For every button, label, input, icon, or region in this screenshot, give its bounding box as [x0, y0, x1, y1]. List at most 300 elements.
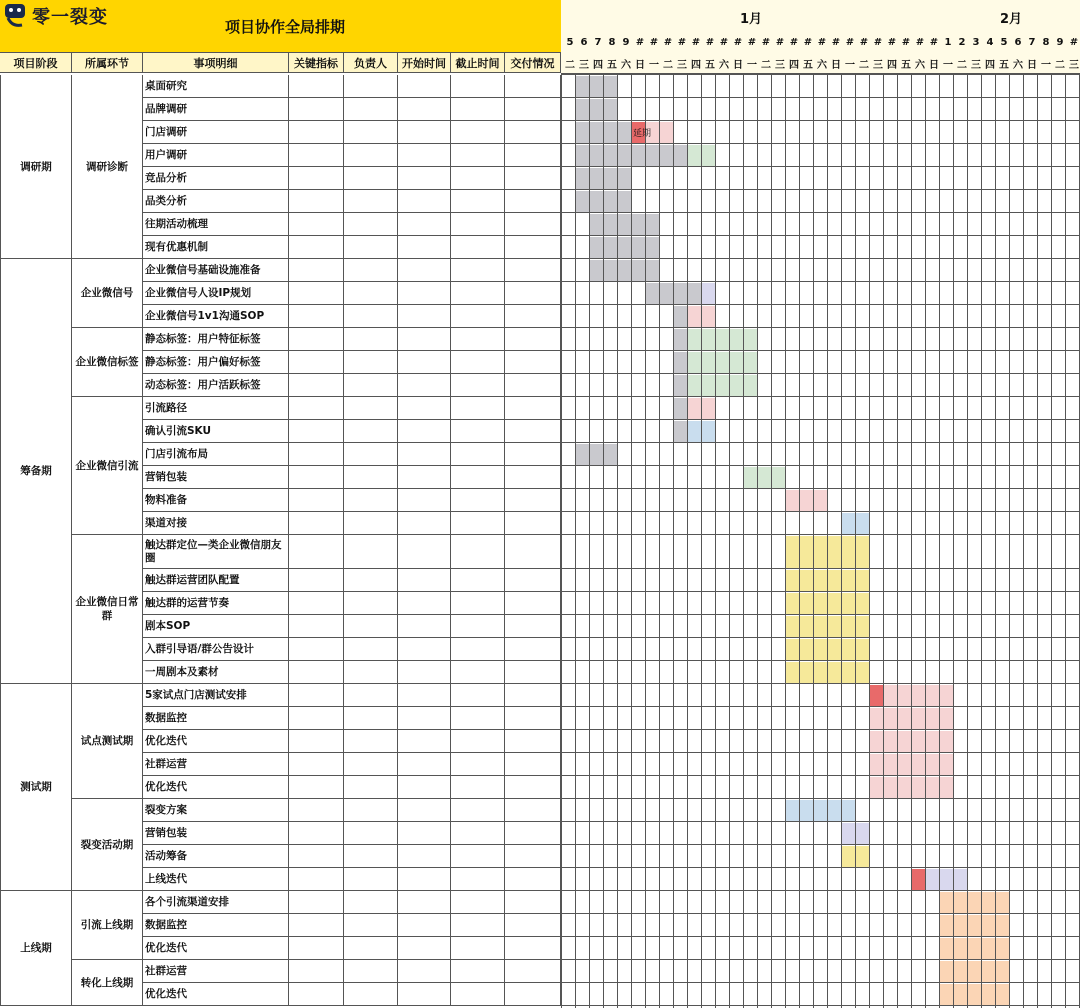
grid-line — [561, 821, 1080, 822]
empty-cell[interactable] — [451, 282, 505, 305]
empty-cell[interactable] — [344, 661, 398, 684]
empty-cell[interactable] — [344, 213, 398, 236]
task-name: 优化迭代 — [143, 983, 289, 1006]
empty-cell[interactable] — [451, 661, 505, 684]
empty-cell[interactable] — [398, 638, 451, 661]
logo-icon — [4, 3, 26, 29]
empty-cell[interactable] — [398, 730, 451, 753]
empty-cell[interactable] — [289, 75, 344, 98]
empty-cell[interactable] — [398, 684, 451, 707]
empty-cell[interactable] — [289, 661, 344, 684]
empty-cell[interactable] — [289, 489, 344, 512]
gantt-bar — [673, 375, 687, 397]
empty-cell[interactable] — [344, 236, 398, 259]
empty-cell[interactable] — [344, 569, 398, 592]
empty-cell[interactable] — [505, 282, 561, 305]
day-number: 6 — [1014, 37, 1022, 48]
empty-cell[interactable] — [451, 121, 505, 144]
empty-cell[interactable] — [344, 891, 398, 914]
empty-cell[interactable] — [289, 167, 344, 190]
empty-cell[interactable] — [451, 351, 505, 374]
empty-cell[interactable] — [289, 615, 344, 638]
grid-line — [561, 568, 1080, 569]
day-number: # — [929, 37, 939, 48]
grid-line — [561, 350, 1080, 351]
segment-cell: 引流上线期 — [72, 891, 143, 960]
day-number: # — [789, 37, 799, 48]
gantt-bar — [939, 915, 1009, 937]
gantt-bar — [673, 306, 687, 328]
empty-cell[interactable] — [344, 305, 398, 328]
weekday-label: 二 — [957, 60, 967, 71]
empty-cell[interactable] — [398, 351, 451, 374]
weekday-label: 三 — [971, 60, 981, 71]
empty-cell[interactable] — [398, 98, 451, 121]
grid-line — [561, 419, 1080, 420]
empty-cell[interactable] — [451, 167, 505, 190]
empty-cell[interactable] — [344, 351, 398, 374]
empty-cell[interactable] — [289, 121, 344, 144]
grid-line — [561, 867, 1080, 868]
empty-cell[interactable] — [289, 592, 344, 615]
empty-cell[interactable] — [344, 730, 398, 753]
empty-cell[interactable] — [289, 144, 344, 167]
empty-cell[interactable] — [505, 983, 561, 1006]
empty-cell[interactable] — [398, 259, 451, 282]
logo-text: 零一裂变 — [32, 7, 108, 28]
weekday-label: 三 — [677, 60, 687, 71]
empty-cell[interactable] — [451, 891, 505, 914]
empty-cell[interactable] — [398, 569, 451, 592]
empty-cell[interactable] — [505, 328, 561, 351]
empty-cell[interactable] — [289, 351, 344, 374]
empty-cell[interactable] — [451, 615, 505, 638]
empty-cell[interactable] — [451, 937, 505, 960]
empty-cell[interactable] — [344, 397, 398, 420]
empty-cell[interactable] — [505, 891, 561, 914]
empty-cell[interactable] — [344, 937, 398, 960]
empty-cell[interactable] — [398, 822, 451, 845]
empty-cell[interactable] — [344, 489, 398, 512]
empty-cell[interactable] — [505, 167, 561, 190]
empty-cell[interactable] — [289, 914, 344, 937]
empty-cell[interactable] — [505, 98, 561, 121]
grid-line — [561, 637, 1080, 638]
empty-cell[interactable] — [398, 592, 451, 615]
phase-cell: 上线期 — [0, 891, 72, 1006]
empty-cell[interactable] — [451, 144, 505, 167]
empty-cell[interactable] — [451, 236, 505, 259]
day-number: 9 — [1056, 37, 1064, 48]
empty-cell[interactable] — [344, 983, 398, 1006]
empty-cell[interactable] — [451, 259, 505, 282]
empty-cell[interactable] — [344, 799, 398, 822]
gantt-bar — [939, 961, 1009, 983]
empty-cell[interactable] — [344, 328, 398, 351]
empty-cell[interactable] — [344, 167, 398, 190]
empty-cell[interactable] — [398, 121, 451, 144]
empty-cell[interactable] — [398, 305, 451, 328]
empty-cell[interactable] — [289, 960, 344, 983]
empty-cell[interactable] — [398, 236, 451, 259]
empty-cell[interactable] — [451, 960, 505, 983]
empty-cell[interactable] — [398, 983, 451, 1006]
weekday-label: 六 — [621, 60, 631, 71]
empty-cell[interactable] — [289, 799, 344, 822]
empty-cell[interactable] — [289, 937, 344, 960]
task-name: 品类分析 — [143, 190, 289, 213]
grid-line — [561, 373, 1080, 374]
empty-cell[interactable] — [344, 374, 398, 397]
empty-cell[interactable] — [289, 845, 344, 868]
empty-cell[interactable] — [505, 730, 561, 753]
gantt-bar — [869, 685, 883, 707]
empty-cell[interactable] — [289, 328, 344, 351]
empty-cell[interactable] — [344, 98, 398, 121]
task-name: 企业微信号基础设施准备 — [143, 259, 289, 282]
empty-cell[interactable] — [344, 684, 398, 707]
empty-cell[interactable] — [398, 282, 451, 305]
empty-cell[interactable] — [289, 891, 344, 914]
day-number: 1 — [944, 37, 952, 48]
empty-cell[interactable] — [505, 868, 561, 891]
empty-cell[interactable] — [344, 420, 398, 443]
weekday-label: 一 — [845, 60, 855, 71]
empty-cell[interactable] — [344, 144, 398, 167]
day-number: # — [649, 37, 659, 48]
empty-cell[interactable] — [289, 868, 344, 891]
empty-cell[interactable] — [505, 914, 561, 937]
empty-cell[interactable] — [344, 960, 398, 983]
grid-line — [561, 798, 1080, 799]
empty-cell[interactable] — [451, 914, 505, 937]
empty-cell[interactable] — [505, 753, 561, 776]
weekday-label: 二 — [761, 60, 771, 71]
empty-cell[interactable] — [505, 638, 561, 661]
empty-cell[interactable] — [398, 960, 451, 983]
empty-cell[interactable] — [289, 684, 344, 707]
empty-cell[interactable] — [344, 822, 398, 845]
empty-cell[interactable] — [289, 443, 344, 466]
empty-cell[interactable] — [398, 914, 451, 937]
empty-cell[interactable] — [451, 213, 505, 236]
grid-line — [561, 936, 1080, 937]
empty-cell[interactable] — [505, 615, 561, 638]
task-name: 剧本SOP — [143, 615, 289, 638]
empty-cell[interactable] — [451, 753, 505, 776]
column-header: 交付情况 — [505, 52, 561, 73]
empty-cell[interactable] — [505, 305, 561, 328]
grid-line — [561, 327, 1080, 328]
task-name: 渠道对接 — [143, 512, 289, 535]
grid-line — [561, 982, 1080, 983]
empty-cell[interactable] — [398, 489, 451, 512]
day-number: 8 — [1042, 37, 1050, 48]
phase-cell: 调研期 — [0, 75, 72, 259]
gantt-bar — [701, 283, 715, 305]
empty-cell[interactable] — [289, 822, 344, 845]
empty-cell[interactable] — [344, 914, 398, 937]
empty-cell[interactable] — [505, 489, 561, 512]
empty-cell[interactable] — [451, 305, 505, 328]
empty-cell[interactable] — [344, 707, 398, 730]
empty-cell[interactable] — [451, 799, 505, 822]
empty-cell[interactable] — [398, 75, 451, 98]
column-header: 关键指标 — [289, 52, 344, 73]
empty-cell[interactable] — [505, 661, 561, 684]
empty-cell[interactable] — [398, 891, 451, 914]
empty-cell[interactable] — [344, 845, 398, 868]
day-number: # — [663, 37, 673, 48]
empty-cell[interactable] — [398, 374, 451, 397]
empty-cell[interactable] — [451, 489, 505, 512]
task-name: 各个引流渠道安排 — [143, 891, 289, 914]
empty-cell[interactable] — [505, 845, 561, 868]
empty-cell[interactable] — [451, 868, 505, 891]
day-number: # — [915, 37, 925, 48]
empty-cell[interactable] — [505, 351, 561, 374]
empty-cell[interactable] — [505, 707, 561, 730]
empty-cell[interactable] — [451, 190, 505, 213]
weekday-label: 三 — [873, 60, 883, 71]
page-title: 项目协作全局排期 — [224, 17, 345, 36]
empty-cell[interactable] — [289, 776, 344, 799]
empty-cell[interactable] — [451, 328, 505, 351]
gantt-bar — [687, 375, 757, 397]
empty-cell[interactable] — [344, 466, 398, 489]
weekday-label: 四 — [691, 60, 701, 71]
empty-cell[interactable] — [344, 512, 398, 535]
column-header: 所属环节 — [72, 52, 143, 73]
empty-cell[interactable] — [398, 661, 451, 684]
grid-line — [561, 304, 1080, 305]
grid-line — [561, 488, 1080, 489]
empty-cell[interactable] — [289, 983, 344, 1006]
weekday-label: 四 — [887, 60, 897, 71]
weekday-label: 一 — [1041, 60, 1051, 71]
column-header: 事项明细 — [143, 52, 289, 73]
empty-cell[interactable] — [398, 420, 451, 443]
grid-line — [561, 235, 1080, 236]
gantt-bar — [589, 260, 659, 282]
task-name: 企业微信号1v1沟通SOP — [143, 305, 289, 328]
empty-cell[interactable] — [398, 868, 451, 891]
empty-cell[interactable] — [451, 592, 505, 615]
day-number: 9 — [622, 37, 630, 48]
empty-cell[interactable] — [398, 707, 451, 730]
task-name: 品牌调研 — [143, 98, 289, 121]
empty-cell[interactable] — [289, 638, 344, 661]
empty-cell[interactable] — [505, 799, 561, 822]
weekday-label: 三 — [1069, 60, 1079, 71]
empty-cell[interactable] — [289, 98, 344, 121]
weekday-label: 四 — [789, 60, 799, 71]
empty-cell[interactable] — [398, 397, 451, 420]
empty-cell[interactable] — [451, 776, 505, 799]
empty-cell[interactable] — [398, 753, 451, 776]
empty-cell[interactable] — [344, 776, 398, 799]
empty-cell[interactable] — [398, 512, 451, 535]
empty-cell[interactable] — [289, 190, 344, 213]
grid-line — [561, 614, 1080, 615]
empty-cell[interactable] — [505, 75, 561, 98]
empty-cell[interactable] — [289, 512, 344, 535]
empty-cell[interactable] — [289, 753, 344, 776]
empty-cell[interactable] — [451, 684, 505, 707]
empty-cell[interactable] — [505, 960, 561, 983]
empty-cell[interactable] — [344, 868, 398, 891]
empty-cell[interactable] — [505, 144, 561, 167]
empty-cell[interactable] — [398, 776, 451, 799]
empty-cell[interactable] — [451, 983, 505, 1006]
empty-cell[interactable] — [398, 144, 451, 167]
empty-cell[interactable] — [451, 730, 505, 753]
task-name: 静态标签：用户偏好标签 — [143, 351, 289, 374]
gantt-bar — [743, 467, 785, 489]
task-name: 确认引流SKU — [143, 420, 289, 443]
grid-line — [561, 442, 1080, 443]
empty-cell[interactable] — [398, 845, 451, 868]
empty-cell[interactable] — [505, 374, 561, 397]
empty-cell[interactable] — [505, 443, 561, 466]
task-name: 数据监控 — [143, 914, 289, 937]
empty-cell[interactable] — [451, 569, 505, 592]
empty-cell[interactable] — [505, 121, 561, 144]
empty-cell[interactable] — [505, 822, 561, 845]
empty-cell[interactable] — [451, 374, 505, 397]
empty-cell[interactable] — [505, 569, 561, 592]
segment-cell: 企业微信号 — [72, 259, 143, 328]
day-number: 2 — [958, 37, 966, 48]
empty-cell[interactable] — [398, 167, 451, 190]
empty-cell[interactable] — [505, 190, 561, 213]
task-name: 一周剧本及素材 — [143, 661, 289, 684]
task-name: 优化迭代 — [143, 937, 289, 960]
empty-cell[interactable] — [289, 707, 344, 730]
empty-cell[interactable] — [344, 259, 398, 282]
empty-cell[interactable] — [289, 397, 344, 420]
empty-cell[interactable] — [505, 776, 561, 799]
empty-cell[interactable] — [398, 190, 451, 213]
empty-cell[interactable] — [344, 638, 398, 661]
empty-cell[interactable] — [344, 121, 398, 144]
empty-cell[interactable] — [451, 638, 505, 661]
empty-cell[interactable] — [451, 443, 505, 466]
empty-cell[interactable] — [451, 75, 505, 98]
segment-cell: 企业微信标签 — [72, 328, 143, 397]
grid-line — [561, 913, 1080, 914]
empty-cell[interactable] — [398, 466, 451, 489]
weekday-label: 四 — [985, 60, 995, 71]
weekday-label: 二 — [859, 60, 869, 71]
empty-cell[interactable] — [398, 328, 451, 351]
task-name: 触达群定位—类企业微信朋友圈 — [143, 535, 289, 569]
weekday-label: 五 — [901, 60, 911, 71]
empty-cell[interactable] — [451, 397, 505, 420]
empty-cell[interactable] — [451, 822, 505, 845]
empty-cell[interactable] — [344, 282, 398, 305]
empty-cell[interactable] — [505, 535, 561, 569]
empty-cell[interactable] — [289, 730, 344, 753]
grid-line — [561, 775, 1080, 776]
empty-cell[interactable] — [505, 420, 561, 443]
task-name: 营销包装 — [143, 822, 289, 845]
segment-cell: 企业微信日常群 — [72, 535, 143, 684]
empty-cell[interactable] — [289, 374, 344, 397]
empty-cell[interactable] — [505, 236, 561, 259]
task-name: 动态标签：用户活跃标签 — [143, 374, 289, 397]
task-name: 社群运营 — [143, 960, 289, 983]
empty-cell[interactable] — [505, 592, 561, 615]
grid-line — [561, 959, 1080, 960]
weekday-label: 一 — [649, 60, 659, 71]
empty-cell[interactable] — [398, 615, 451, 638]
empty-cell[interactable] — [398, 535, 451, 569]
empty-cell[interactable] — [289, 466, 344, 489]
empty-cell[interactable] — [505, 684, 561, 707]
day-number: 4 — [986, 37, 994, 48]
empty-cell[interactable] — [344, 753, 398, 776]
empty-cell[interactable] — [505, 466, 561, 489]
weekday-label: 六 — [719, 60, 729, 71]
day-number: # — [1069, 37, 1079, 48]
empty-cell[interactable] — [505, 512, 561, 535]
empty-cell[interactable] — [289, 282, 344, 305]
empty-cell[interactable] — [398, 443, 451, 466]
empty-cell[interactable] — [451, 535, 505, 569]
empty-cell[interactable] — [344, 75, 398, 98]
empty-cell[interactable] — [451, 466, 505, 489]
empty-cell[interactable] — [344, 535, 398, 569]
weekday-label: 五 — [803, 60, 813, 71]
empty-cell[interactable] — [289, 535, 344, 569]
task-name: 物料准备 — [143, 489, 289, 512]
grid-line — [561, 396, 1080, 397]
empty-cell[interactable] — [289, 213, 344, 236]
empty-cell[interactable] — [344, 592, 398, 615]
empty-cell[interactable] — [451, 845, 505, 868]
empty-cell[interactable] — [451, 707, 505, 730]
grid-line — [561, 890, 1080, 891]
empty-cell[interactable] — [289, 569, 344, 592]
day-number: 5 — [1000, 37, 1008, 48]
segment-cell: 调研诊断 — [72, 75, 143, 259]
empty-cell[interactable] — [505, 259, 561, 282]
empty-cell[interactable] — [398, 213, 451, 236]
phase-cell: 筹备期 — [0, 259, 72, 684]
empty-cell[interactable] — [505, 397, 561, 420]
empty-cell[interactable] — [289, 236, 344, 259]
empty-cell[interactable] — [505, 213, 561, 236]
gantt-bar — [687, 352, 757, 374]
day-number: # — [719, 37, 729, 48]
day-number: 5 — [566, 37, 574, 48]
empty-cell[interactable] — [289, 420, 344, 443]
empty-cell[interactable] — [505, 937, 561, 960]
empty-cell[interactable] — [289, 305, 344, 328]
empty-cell[interactable] — [344, 615, 398, 638]
empty-cell[interactable] — [451, 98, 505, 121]
empty-cell[interactable] — [344, 443, 398, 466]
task-name: 入群引导语/群公告设计 — [143, 638, 289, 661]
empty-cell[interactable] — [344, 190, 398, 213]
empty-cell[interactable] — [289, 259, 344, 282]
grid-line — [561, 752, 1080, 753]
empty-cell[interactable] — [451, 420, 505, 443]
empty-cell[interactable] — [451, 512, 505, 535]
empty-cell[interactable] — [398, 937, 451, 960]
empty-cell[interactable] — [398, 799, 451, 822]
